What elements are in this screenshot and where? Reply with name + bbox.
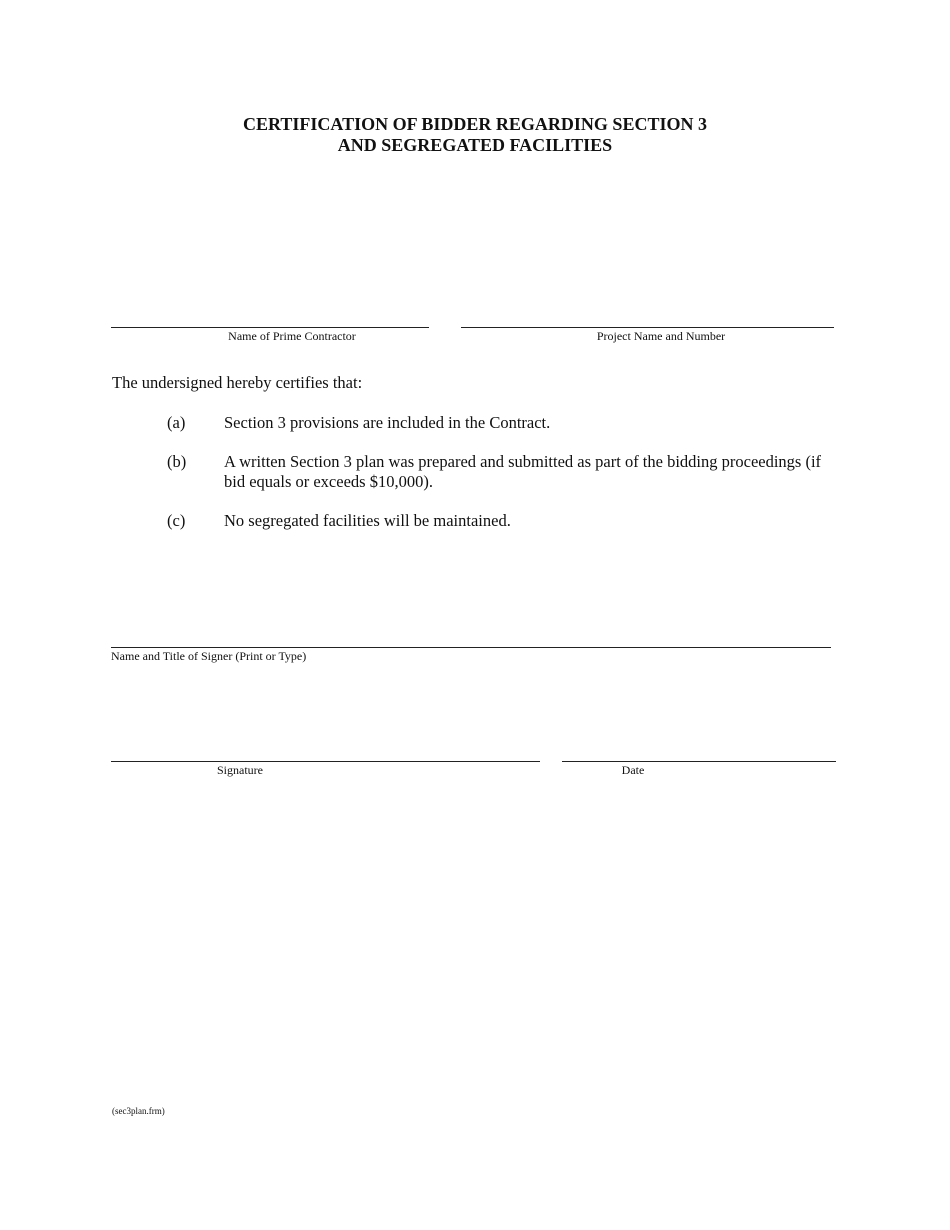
item-a-text: Section 3 provisions are included in the Contract.	[224, 413, 551, 432]
signature-label: Signature	[217, 763, 263, 777]
document-title-line-1: CERTIFICATION OF BIDDER REGARDING SECTION 3	[243, 114, 707, 134]
item-c-label: (c)	[167, 511, 186, 530]
signature-line[interactable]	[111, 761, 540, 762]
item-b-label: (b)	[167, 452, 187, 471]
date-line[interactable]	[562, 761, 836, 762]
date-label: Date	[621, 763, 645, 777]
prime-contractor-line[interactable]	[111, 327, 429, 328]
document-title-line-2: AND SEGREGATED FACILITIES	[337, 135, 613, 155]
signer-name-line[interactable]	[111, 647, 831, 648]
item-b-text: A written Section 3 plan was prepared and submitted as part of the bidding proceedings (if bid equals or exceeds $10,000).	[224, 452, 822, 491]
item-a-label: (a)	[167, 413, 186, 432]
form-code-footer: (sec3plan.frm)	[112, 1106, 165, 1116]
project-name-label: Project Name and Number	[596, 329, 726, 343]
project-name-line[interactable]	[461, 327, 834, 328]
signer-name-label: Name and Title of Signer (Print or Type)	[111, 649, 307, 663]
item-c-text: No segregated facilities will be maintained.	[224, 511, 511, 530]
prime-contractor-label: Name of Prime Contractor	[228, 329, 356, 343]
certification-intro: The undersigned hereby certifies that:	[112, 373, 363, 392]
